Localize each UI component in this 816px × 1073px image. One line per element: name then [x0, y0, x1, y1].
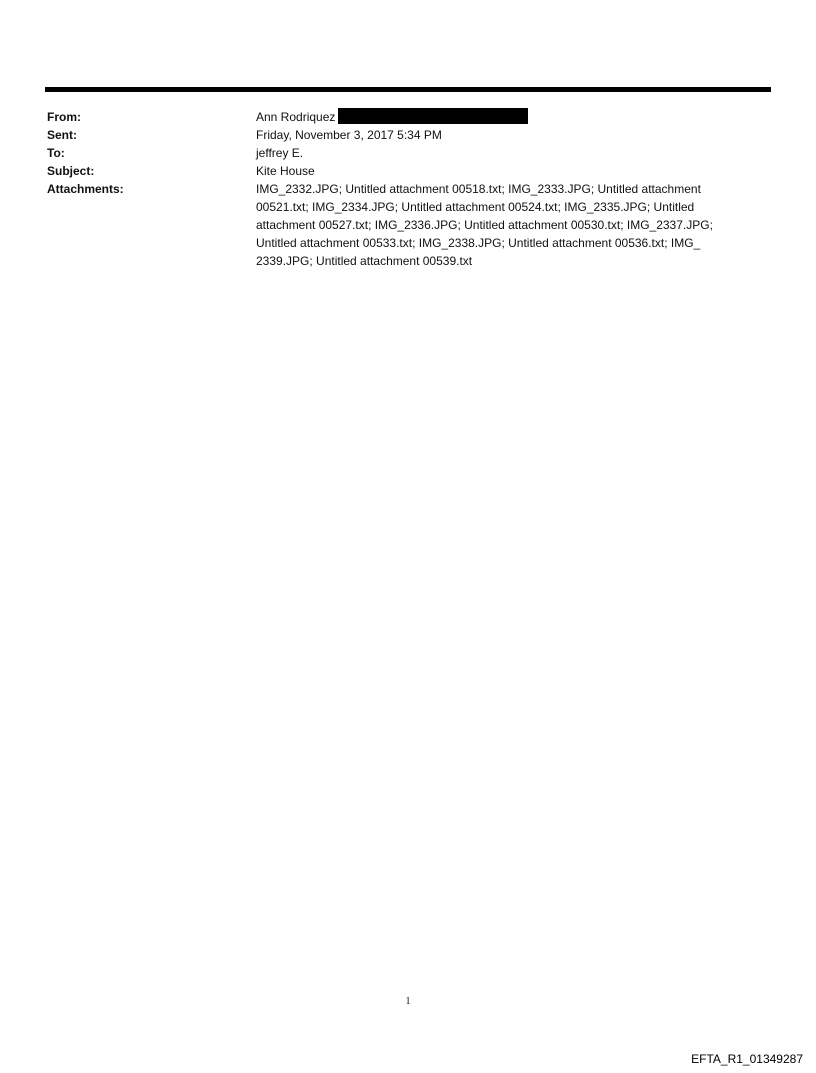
sent-label: Sent: [47, 128, 77, 142]
email-header [47, 108, 757, 270]
attachments-value: IMG_2332.JPG; Untitled attachment 00518.txt; IMG_2333.JPG; Untitled attachment 00521.txt; IMG_2334.JPG; Untitled attachment 00524.txt; IMG_2335.JPG; Untitled attachment 00527.txt; IMG_2336.JPG; Untitled attachment 00530.txt; IMG_2337.JPG; Untitled attachment 00533.txt; IMG_2338.JPG; Untitled attachment 00536.txt; IMG_ 2339.JPG; Untitled attachment 00539.txt [256, 182, 713, 268]
from-label: From: [47, 110, 81, 124]
bates-number: EFTA_R1_01349287 [691, 1052, 803, 1066]
header-divider-rule [45, 87, 771, 92]
from-value-container [256, 108, 746, 126]
page-number: 1 [405, 996, 411, 1007]
subject-row [47, 162, 757, 180]
sent-value: Friday, November 3, 2017 5:34 PM [256, 128, 442, 142]
to-value: jeffrey E. [256, 146, 304, 160]
attachments-label: Attachments: [47, 182, 124, 196]
subject-value: Kite House [256, 164, 315, 178]
sent-row [47, 126, 757, 144]
attachments-row [47, 180, 757, 270]
from-value: Ann Rodriquez [256, 110, 336, 124]
subject-label: Subject: [47, 164, 95, 178]
from-row [47, 108, 757, 126]
to-row [47, 144, 757, 162]
redaction-block [338, 108, 528, 124]
to-label: To: [47, 146, 65, 160]
